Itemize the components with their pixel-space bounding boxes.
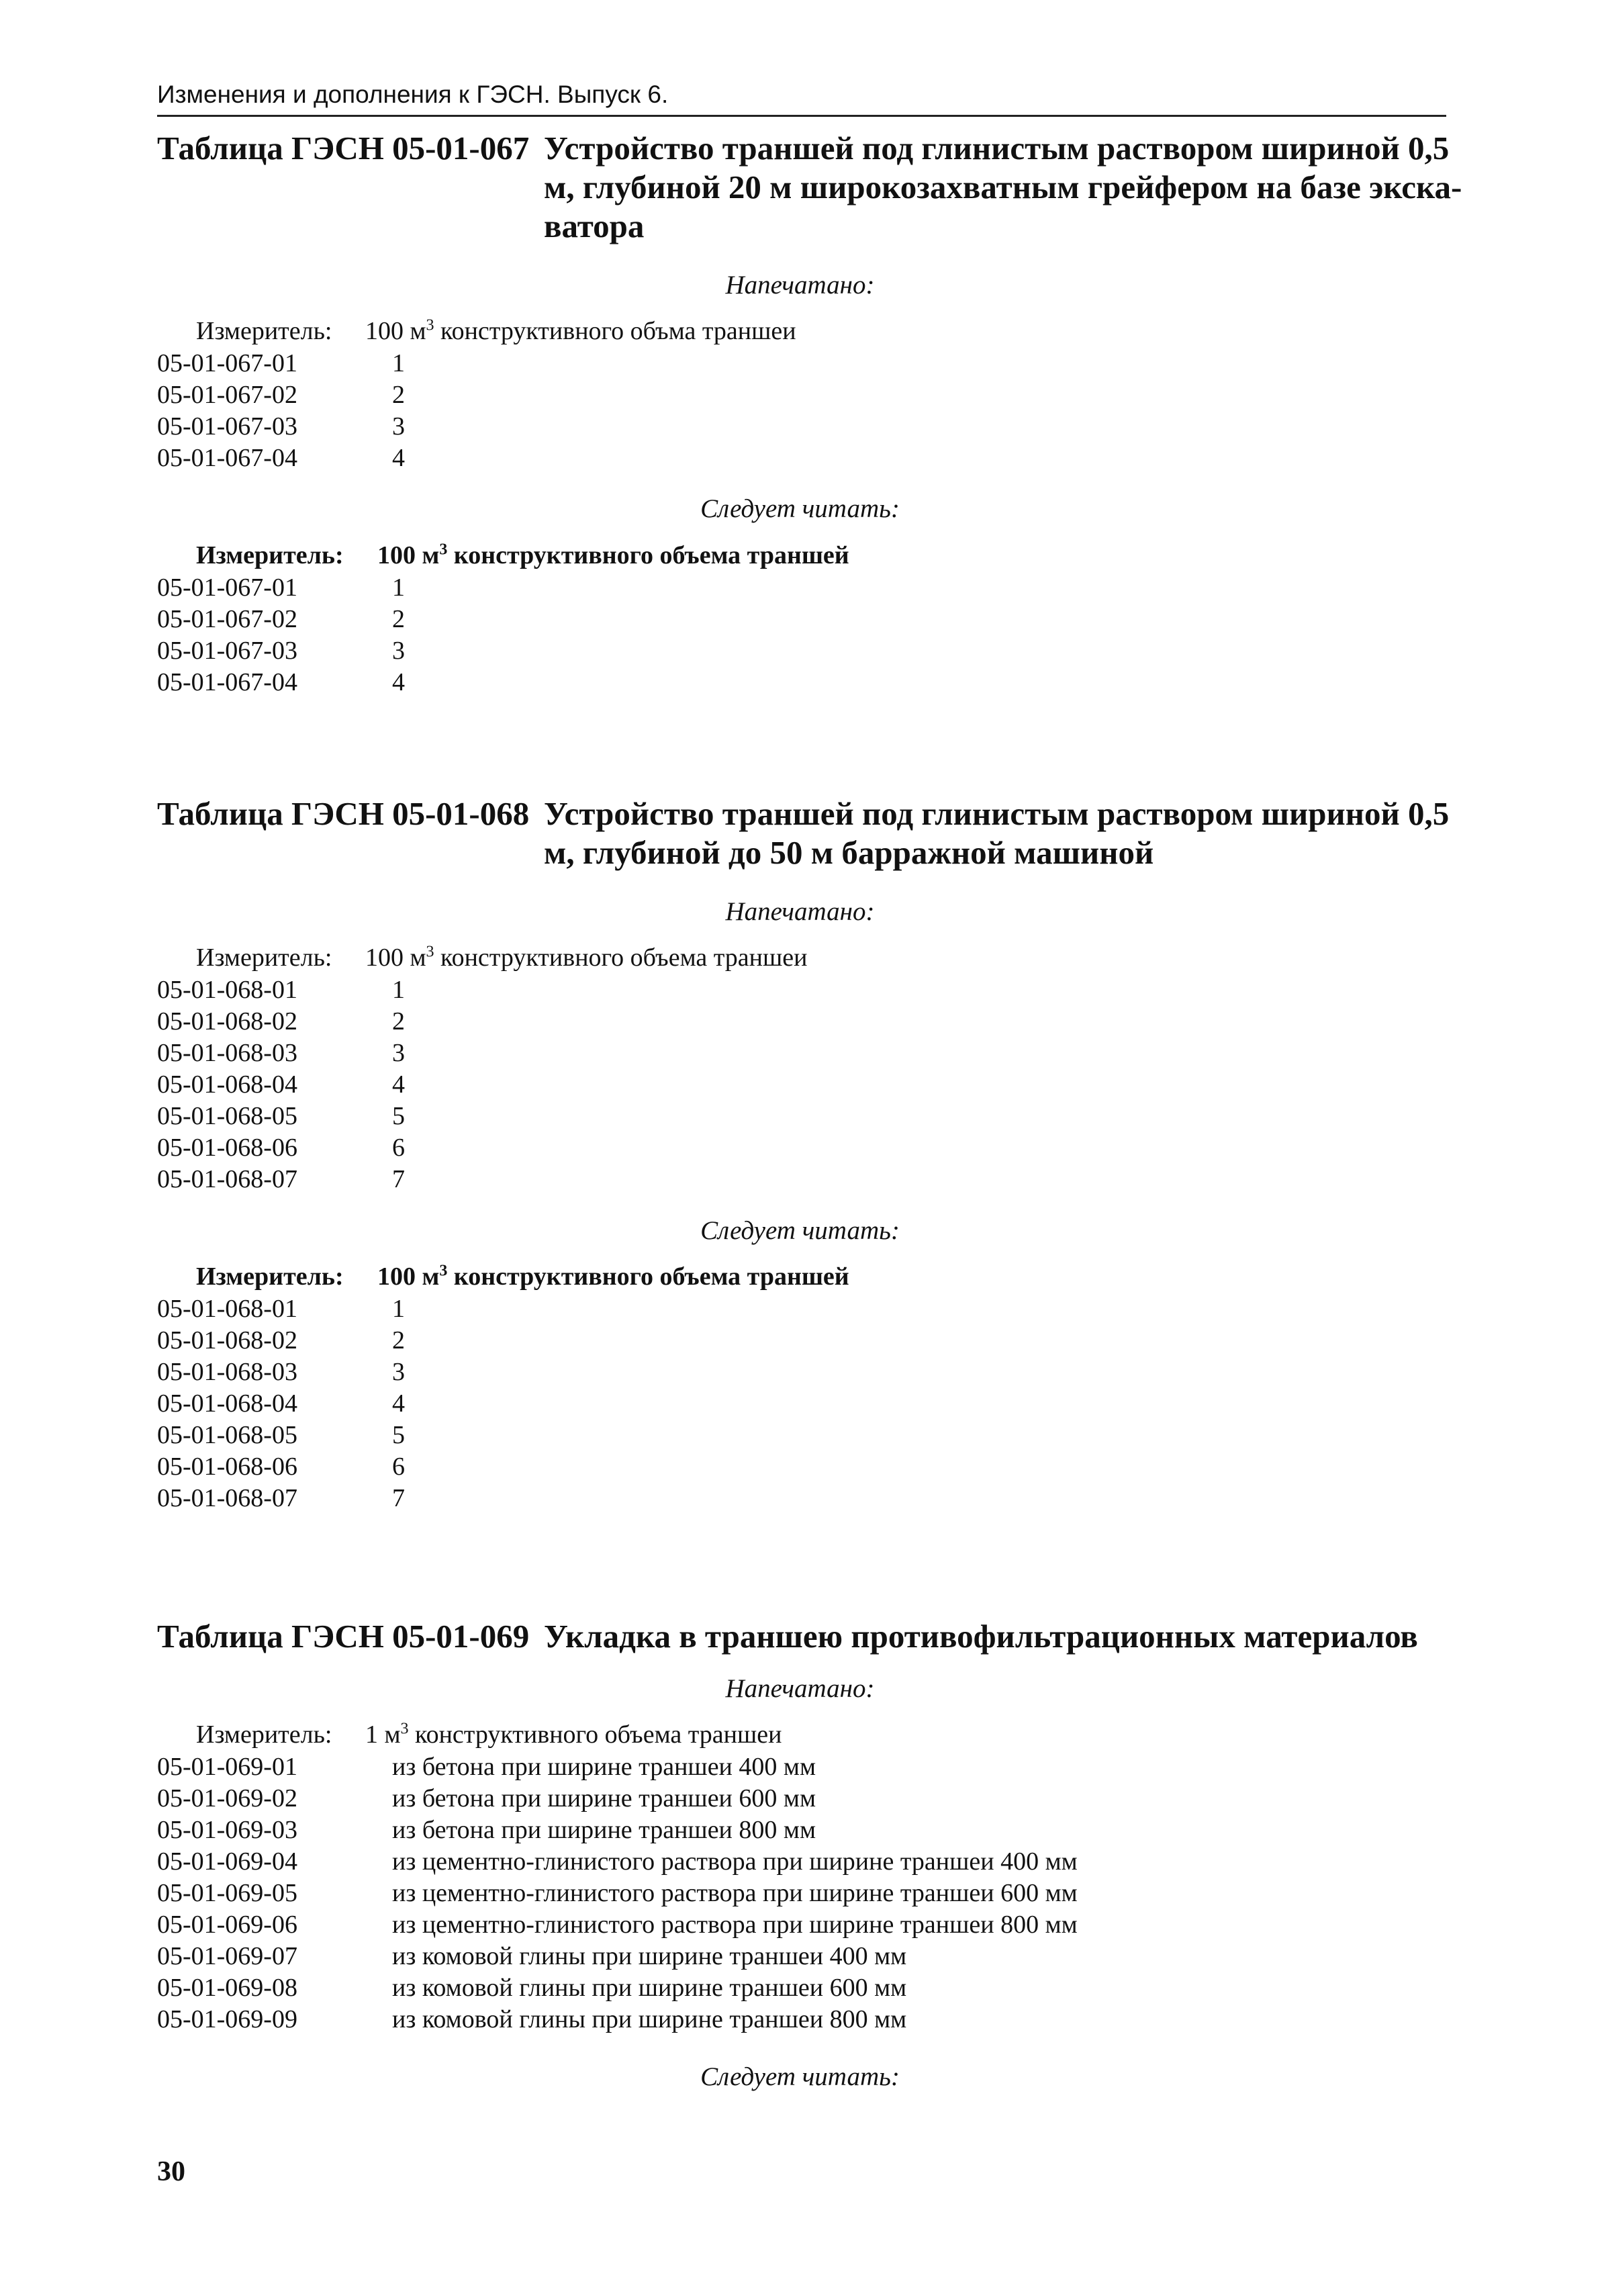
table-069-description <box>544 1617 1418 1656</box>
meter-value: 100 $м^3$ конструктивного объема траншей <box>377 541 849 569</box>
table-069-desc-line-1: Укладка в траншею противофильтрационных материалов <box>544 1618 1418 1655</box>
table-067-description <box>544 129 1462 246</box>
meter-label: Измеритель: <box>196 1720 332 1749</box>
table-067-title: Таблица ГЭСН 05-01-067 <box>157 130 530 167</box>
table-068-title: Таблица ГЭСН 05-01-068 <box>157 795 530 832</box>
meter-label: Измеритель: <box>196 944 332 972</box>
table-068-correct-meter <box>196 1261 849 1293</box>
meter-value: 100 $м^3$ конструктивного объема траншеи <box>365 943 808 972</box>
meter-value: 100 $м^3$ конструктивного объма траншеи <box>365 316 796 345</box>
table-068-correct-label: Следует читать: <box>700 1216 900 1245</box>
table-067-correct-label: Следует читать: <box>700 494 900 523</box>
running-header: Изменения и дополнения к ГЭСН. Выпуск 6. <box>157 81 669 108</box>
table-067-printed-meter <box>196 316 796 347</box>
table-069-printed-meter <box>196 1719 782 1751</box>
table-068-desc-line-2: м, глубиной до 50 м барражной машиной <box>544 834 1154 871</box>
table-068-description <box>544 794 1449 872</box>
table-068-printed-label: Напечатано: <box>725 897 875 926</box>
meter-label: Измеритель: <box>196 541 344 569</box>
table-067-desc-line-2: м, глубиной 20 м широкозахватным грейфером на базе экска- <box>544 169 1462 205</box>
table-069-correct-label: Следует читать: <box>700 2062 900 2091</box>
header-rule <box>157 115 1446 117</box>
table-068-desc-line-1: Устройство траншей под глинистым раствором шириной 0,5 <box>544 795 1450 832</box>
table-067-desc-line-1: Устройство траншей под глинистым раствором шириной 0,5 <box>544 130 1450 167</box>
page-number: 30 <box>157 2156 185 2187</box>
table-069-title: Таблица ГЭСН 05-01-069 <box>157 1618 530 1655</box>
meter-label: Измеритель: <box>196 1262 344 1291</box>
meter-label: Измеритель: <box>196 317 332 345</box>
table-067-correct-meter <box>196 540 849 571</box>
table-068-printed-meter <box>196 942 808 974</box>
table-069-printed-label: Напечатано: <box>725 1674 875 1703</box>
meter-value: 100 $м^3$ конструктивного объема траншей <box>377 1262 849 1291</box>
table-067-desc-line-3: ватора <box>544 208 645 244</box>
meter-value: 1 $м^3$ конструктивного объема траншеи <box>365 1720 782 1749</box>
table-067-printed-label: Напечатано: <box>725 271 875 300</box>
